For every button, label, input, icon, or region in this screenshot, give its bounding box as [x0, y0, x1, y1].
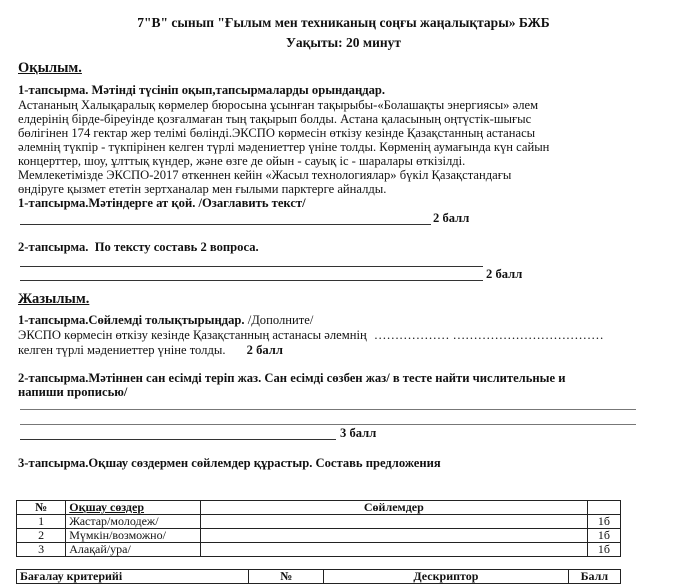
header-number: № [17, 501, 66, 515]
sentence-part-2: келген түрлі мәдениеттер үніне толды. [18, 343, 226, 357]
header-score [587, 501, 620, 515]
writing-task2-answer-line-1[interactable] [20, 409, 636, 410]
word-table-header-row [17, 501, 621, 515]
row-sentence-cell[interactable] [200, 529, 587, 543]
reading-task-intro: 1-тапсырма. Мәтінді түсініп оқып,тапсырмаларды орындаңдар. [18, 83, 386, 97]
writing-task2-score: 3 балл [340, 426, 377, 440]
criteria-header-row [17, 570, 621, 584]
criteria-header-number: № [249, 570, 324, 584]
reading-paragraph-line-3: бөлігінен 174 гектар жер телімі бөлінді.ЭКСПО көрмесін өткізу кезінде Қазақстанның астанасы [18, 126, 536, 140]
reading-paragraph-line-5: концерттер, шоу, ұлттық күндер, және өзге де ойын - сауық іс - шаралары өткізілді. [18, 154, 466, 168]
writing-task2-line-2: напиши прописью/ [18, 385, 128, 399]
reading-paragraph-line-2: елдерінің бірде-біреуінде қозғалмаған тың тақырып болды. Астана қаласының оңтүстік-шығыс [18, 112, 532, 126]
reading-paragraph-line-6: Мемлекетімізде ЭКСПО-2017 өткеннен кейін «Жасыл технологиялар» бүкіл Қазақстандағы [18, 168, 512, 182]
reading-task1-score: 2 балл [433, 211, 470, 225]
writing-sentence-line-2 [18, 343, 283, 357]
document-title: 7"В" сынып "Ғылым мен техниканың соңғы жаңалықтары» БЖБ [137, 15, 550, 30]
criteria-header-descriptor: Дескриптор [324, 570, 569, 584]
table-row [17, 515, 621, 529]
criteria-header-score: Балл [568, 570, 620, 584]
reading-task2-score: 2 балл [486, 267, 523, 281]
word-table [16, 500, 621, 557]
writing-task1-score: 2 балл [246, 343, 283, 357]
row-sentence-cell[interactable] [200, 515, 587, 529]
reading-task1-text: Мәтіндерге ат қой. /Озаглавить текст/ [88, 196, 306, 210]
reading-task1-answer-line[interactable] [20, 224, 431, 225]
row-number: 3 [17, 543, 66, 557]
time-line [0, 35, 687, 51]
time-value: 20 минут [346, 35, 402, 50]
reading-task2-answer-line-2[interactable] [20, 280, 483, 281]
sentence-blank-dots[interactable]: ……………… ……………………………… [373, 328, 604, 342]
writing-task2-answer-line-2[interactable] [20, 424, 636, 425]
writing-task1-extra: /Дополните/ [247, 313, 314, 327]
writing-task2-answer-line-3[interactable] [20, 439, 336, 440]
reading-task2-answer-line-1[interactable] [20, 266, 483, 267]
table-row [17, 529, 621, 543]
reading-task2 [18, 240, 259, 254]
reading-heading: Оқылым. [18, 60, 82, 76]
row-score: 1б [587, 529, 620, 543]
header-words: Оқшау сөздер [66, 501, 201, 515]
table-row [17, 543, 621, 557]
writing-task2-line-1: 2-тапсырма.Мәтіннен сан есімді теріп жаз. Сан есімді сөзбен жаз/ в тесте найти числительные и [18, 371, 566, 385]
criteria-header-criterion: Бағалау критерийі [17, 570, 249, 584]
reading-paragraph-line-1: Астананың Халықаралық көрмелер бюросына ұсынған тақырыбы-«Болашақты энергиясы» әлем [18, 98, 539, 112]
row-number: 1 [17, 515, 66, 529]
reading-paragraph-line-4: әлемнің түкпір - түкпірінен келген түрлі мәдениеттер үніне толды. Көрменің аумағында күн сайын [18, 140, 550, 154]
writing-sentence-line-1 [18, 328, 604, 342]
reading-task2-text: По тексту составь 2 вопроса. [94, 240, 259, 254]
writing-task1-text: Сөйлемді толықтырыңдар. [88, 313, 245, 327]
header-sentences: Сөйлемдер [200, 501, 587, 515]
reading-task2-label: 2-тапсырма. [18, 240, 89, 254]
reading-task1-label: 1-тапсырма. [18, 196, 89, 210]
writing-task1-label: 1-тапсырма. [18, 313, 89, 327]
row-score: 1б [587, 515, 620, 529]
time-label: Уақыты: [285, 35, 343, 50]
row-word: Мүмкін/возможно/ [66, 529, 201, 543]
reading-task1 [18, 196, 306, 210]
writing-heading: Жазылым. [18, 291, 90, 307]
row-number: 2 [17, 529, 66, 543]
reading-paragraph-line-7: өндіруге қызмет ететін зертханалар мен ғылыми парктерге айналды. [18, 182, 387, 196]
row-word: Жастар/молодеж/ [66, 515, 201, 529]
criteria-table [16, 569, 621, 584]
row-sentence-cell[interactable] [200, 543, 587, 557]
row-score: 1б [587, 543, 620, 557]
writing-task3: 3-тапсырма.Оқшау сөздермен сөйлемдер құрастыр. Составь предложения [18, 456, 441, 470]
row-word: Алақай/ура/ [66, 543, 201, 557]
writing-task1 [18, 313, 313, 327]
sentence-part-1: ЭКСПО көрмесін өткізу кезінде Қазақстанның астанасы әлемнің [18, 328, 367, 342]
